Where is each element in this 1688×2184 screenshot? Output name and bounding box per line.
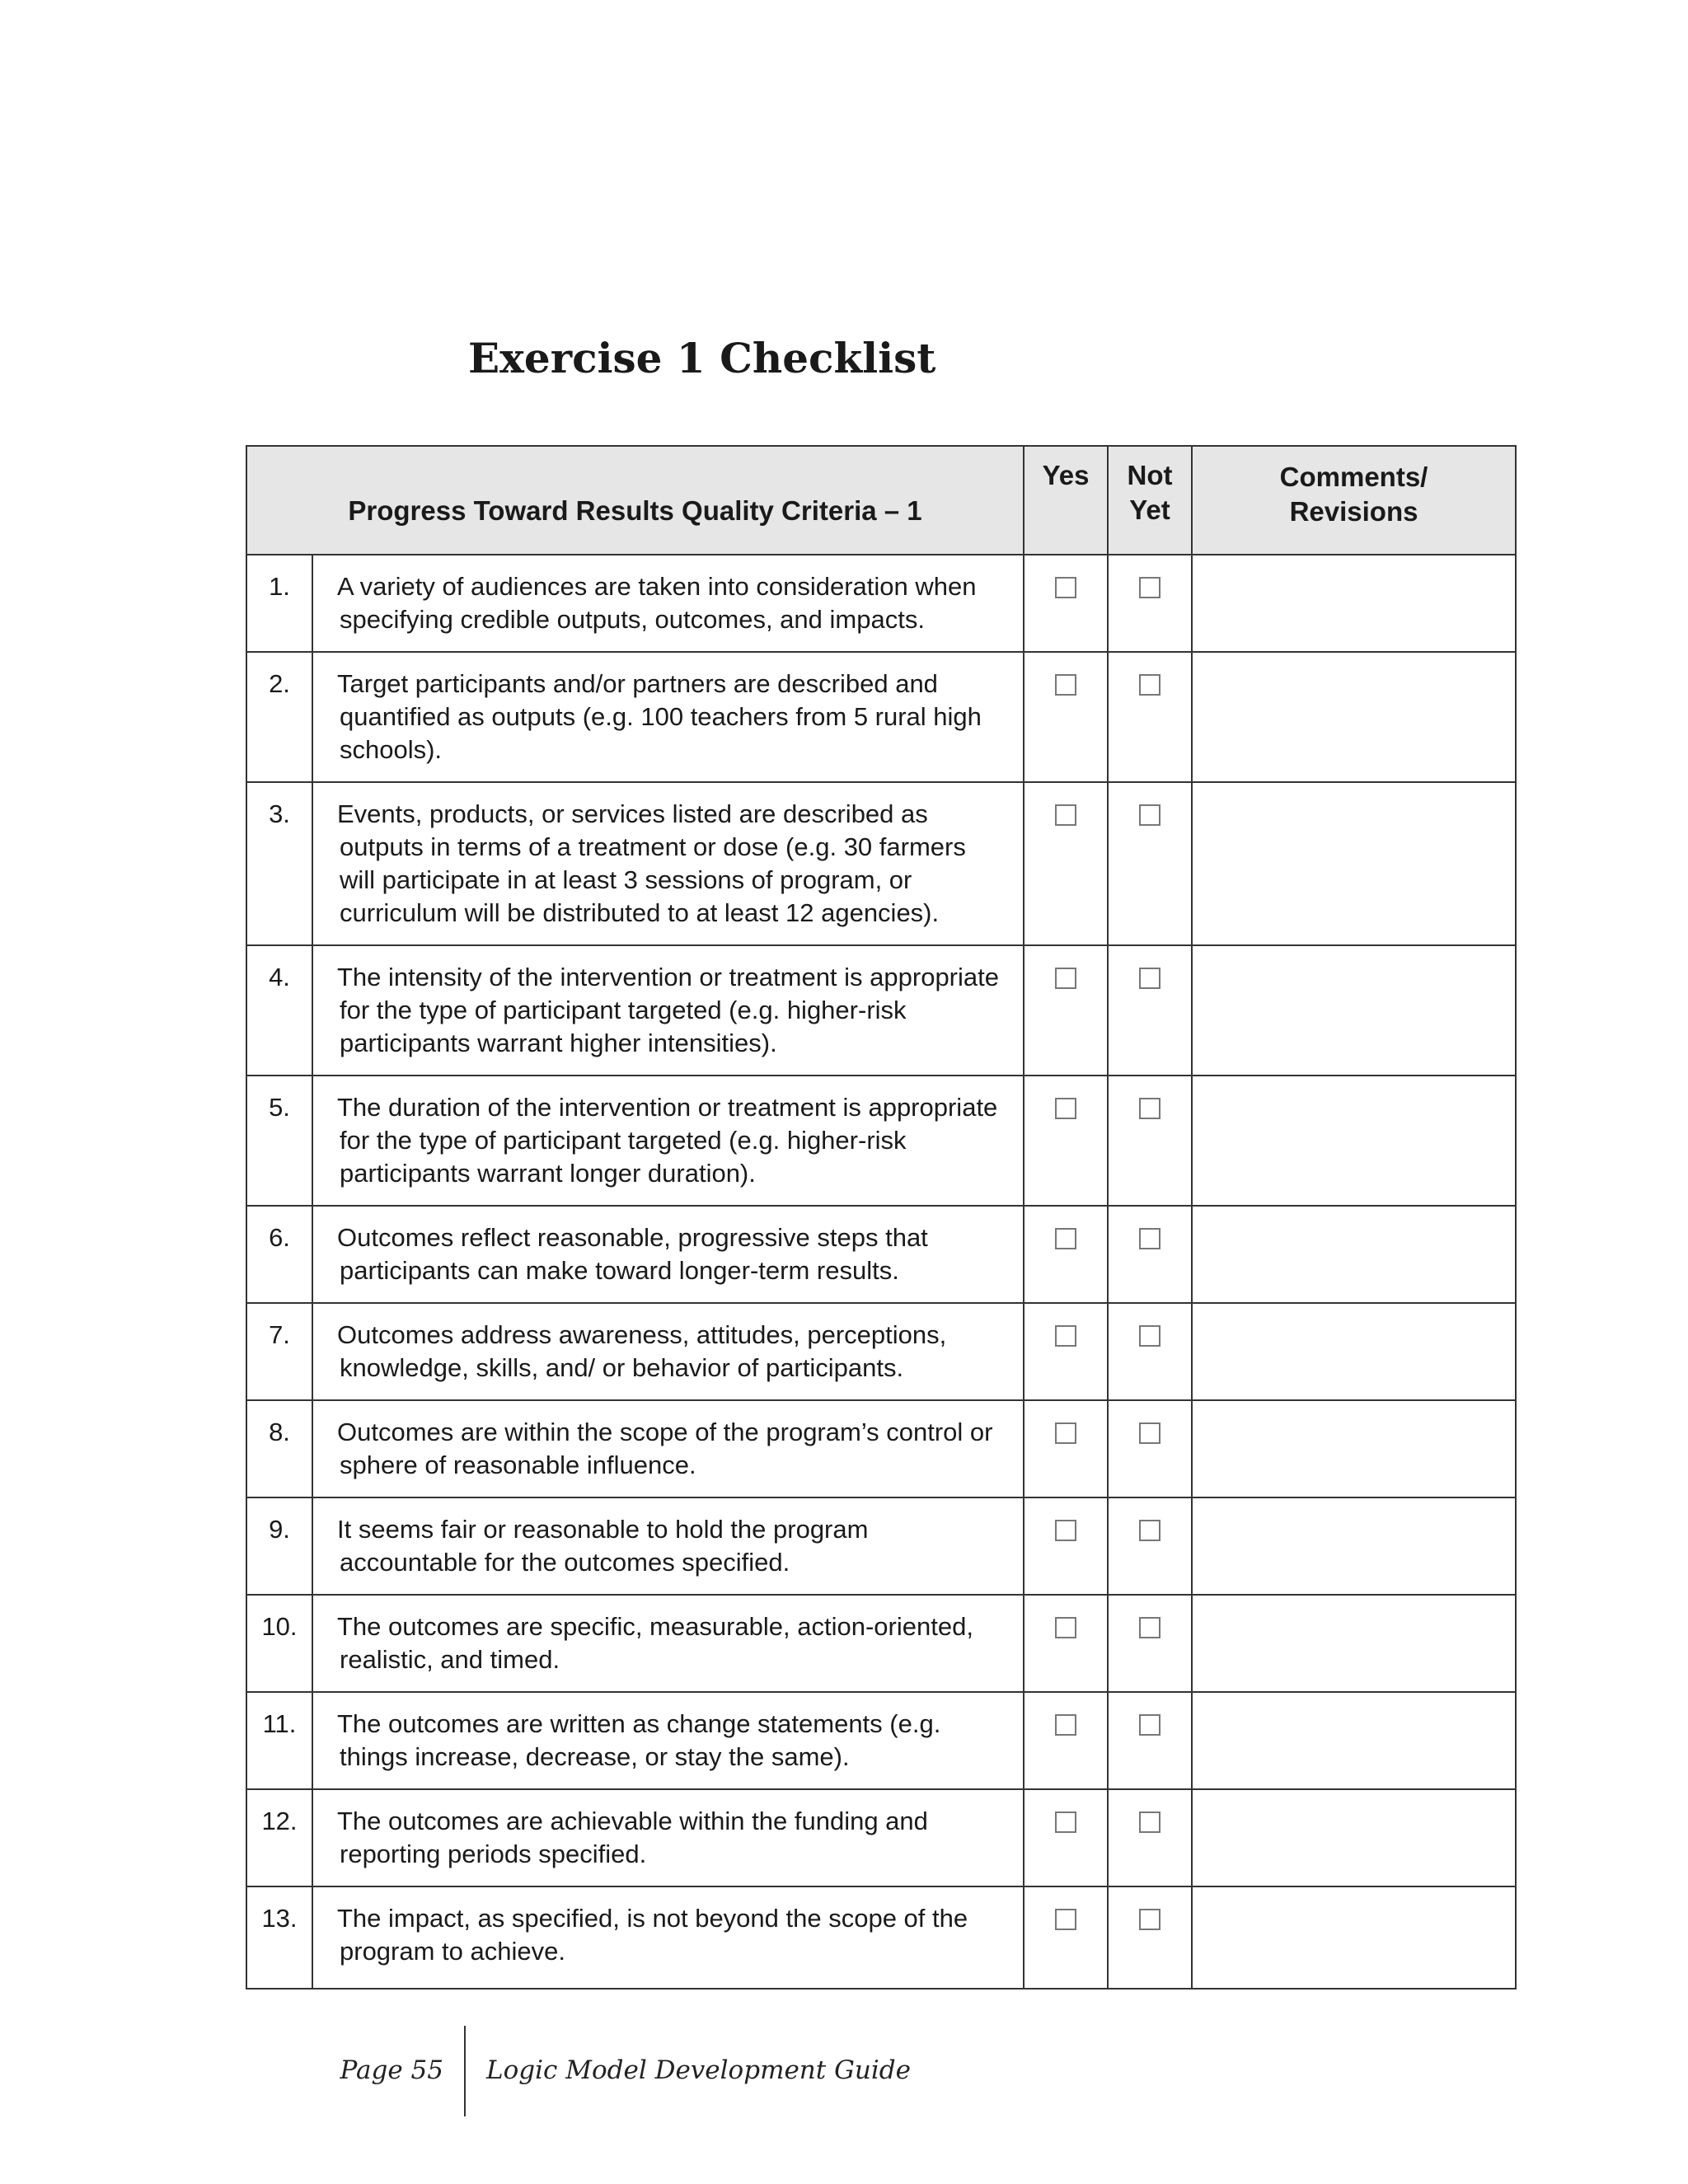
criterion-text: The intensity of the intervention or treatment is appropriate for the type of participant targeted (e.g. higher-risk participants warrant higher intensities).: [312, 945, 1024, 1076]
yes-cell: [1024, 1076, 1108, 1206]
table-row: [246, 1400, 1516, 1497]
yes-checkbox[interactable]: [1055, 1811, 1076, 1833]
yes-cell: [1024, 555, 1108, 652]
comments-cell[interactable]: [1192, 1789, 1516, 1886]
row-number: 7.: [246, 1303, 312, 1400]
criterion-text: The outcomes are specific, measurable, action-oriented, realistic, and timed.: [312, 1595, 1024, 1692]
comments-cell[interactable]: [1192, 1206, 1516, 1303]
not-yet-header: [1108, 446, 1192, 555]
not-yet-checkbox[interactable]: [1139, 804, 1160, 826]
row-number: 11.: [246, 1692, 312, 1789]
yes-checkbox[interactable]: [1055, 1520, 1076, 1541]
row-number: 6.: [246, 1206, 312, 1303]
row-number: 12.: [246, 1789, 312, 1886]
criterion-text: Outcomes are within the scope of the program’s control or sphere of reasonable influence.: [312, 1400, 1024, 1497]
yes-cell: [1024, 1303, 1108, 1400]
table-header: [246, 446, 1516, 555]
table-row: [246, 652, 1516, 782]
not-yet-cell: [1108, 1595, 1192, 1692]
not-yet-checkbox[interactable]: [1139, 1520, 1160, 1541]
yes-checkbox[interactable]: [1055, 1228, 1076, 1249]
criterion-text: It seems fair or reasonable to hold the program accountable for the outcomes specified.: [312, 1497, 1024, 1595]
table-row: [246, 555, 1516, 652]
not-yet-checkbox[interactable]: [1139, 1811, 1160, 1833]
not-yet-checkbox[interactable]: [1139, 1098, 1160, 1119]
comments-cell[interactable]: [1192, 782, 1516, 945]
criterion-text: A variety of audiences are taken into consideration when specifying credible outputs, outcomes, and impacts.: [312, 555, 1024, 652]
yes-cell: [1024, 1692, 1108, 1789]
page-footer: [0, 2026, 1688, 2116]
not-yet-checkbox[interactable]: [1139, 1422, 1160, 1444]
footer-divider: [464, 2026, 466, 2116]
comments-cell[interactable]: [1192, 1400, 1516, 1497]
criterion-text: Outcomes address awareness, attitudes, perceptions, knowledge, skills, and/ or behavior of participants.: [312, 1303, 1024, 1400]
row-number: 5.: [246, 1076, 312, 1206]
table-row: [246, 1886, 1516, 1989]
yes-checkbox[interactable]: [1055, 1909, 1076, 1930]
comments-header-line1: Comments/: [1279, 462, 1428, 492]
yes-header: Yes: [1024, 446, 1108, 555]
table-row: [246, 1303, 1516, 1400]
row-number: 9.: [246, 1497, 312, 1595]
yes-checkbox[interactable]: [1055, 968, 1076, 989]
criterion-text: The duration of the intervention or treatment is appropriate for the type of participant targeted (e.g. higher-risk participants warrant longer duration).: [312, 1076, 1024, 1206]
yes-checkbox[interactable]: [1055, 1422, 1076, 1444]
not-yet-cell: [1108, 1692, 1192, 1789]
not-yet-cell: [1108, 945, 1192, 1076]
comments-cell[interactable]: [1192, 1497, 1516, 1595]
criterion-text: Outcomes reflect reasonable, progressive steps that participants can make toward longer-term results.: [312, 1206, 1024, 1303]
row-number: 2.: [246, 652, 312, 782]
criterion-text: The impact, as specified, is not beyond the scope of the program to achieve.: [312, 1886, 1024, 1989]
yes-checkbox[interactable]: [1055, 1714, 1076, 1736]
not-yet-cell: [1108, 782, 1192, 945]
yes-cell: [1024, 1886, 1108, 1989]
not-yet-cell: [1108, 1789, 1192, 1886]
comments-cell[interactable]: [1192, 1595, 1516, 1692]
not-yet-checkbox[interactable]: [1139, 968, 1160, 989]
yes-cell: [1024, 1400, 1108, 1497]
not-yet-checkbox[interactable]: [1139, 1325, 1160, 1347]
comments-cell[interactable]: [1192, 945, 1516, 1076]
table-row: [246, 1595, 1516, 1692]
criterion-text: Events, products, or services listed are described as outputs in terms of a treatment or dose (e.g. 30 farmers will participate in at least 3 sessions of program, or curriculum will be distributed to at least 12 agencies).: [312, 782, 1024, 945]
not-yet-cell: [1108, 555, 1192, 652]
not-yet-cell: [1108, 1497, 1192, 1595]
guide-title: Logic Model Development Guide: [486, 2055, 911, 2085]
comments-header: [1192, 446, 1516, 555]
yes-cell: [1024, 1595, 1108, 1692]
comments-cell[interactable]: [1192, 1076, 1516, 1206]
criterion-text: Target participants and/or partners are described and quantified as outputs (e.g. 100 teachers from 5 rural high schools).: [312, 652, 1024, 782]
not-yet-checkbox[interactable]: [1139, 1228, 1160, 1249]
criterion-text: The outcomes are achievable within the funding and reporting periods specified.: [312, 1789, 1024, 1886]
yes-cell: [1024, 1497, 1108, 1595]
row-number: 1.: [246, 555, 312, 652]
row-number: 4.: [246, 945, 312, 1076]
comments-cell[interactable]: [1192, 1886, 1516, 1989]
yes-checkbox[interactable]: [1055, 1098, 1076, 1119]
table-row: [246, 1206, 1516, 1303]
not-yet-cell: [1108, 652, 1192, 782]
table-row: [246, 1076, 1516, 1206]
not-yet-header-line2: Yet: [1129, 494, 1170, 525]
yes-checkbox[interactable]: [1055, 1617, 1076, 1638]
not-yet-cell: [1108, 1206, 1192, 1303]
criterion-text: The outcomes are written as change statements (e.g. things increase, decrease, or stay the same).: [312, 1692, 1024, 1789]
checklist-table: [246, 445, 1517, 1990]
yes-checkbox[interactable]: [1055, 674, 1076, 696]
yes-checkbox[interactable]: [1055, 577, 1076, 598]
yes-cell: [1024, 652, 1108, 782]
yes-cell: [1024, 782, 1108, 945]
yes-checkbox[interactable]: [1055, 1325, 1076, 1347]
not-yet-cell: [1108, 1886, 1192, 1989]
row-number: 10.: [246, 1595, 312, 1692]
not-yet-checkbox[interactable]: [1139, 674, 1160, 696]
row-number: 8.: [246, 1400, 312, 1497]
yes-cell: [1024, 1206, 1108, 1303]
criteria-header: Progress Toward Results Quality Criteria – 1: [246, 446, 1024, 555]
yes-checkbox[interactable]: [1055, 804, 1076, 826]
not-yet-checkbox[interactable]: [1139, 1714, 1160, 1736]
not-yet-checkbox[interactable]: [1139, 1909, 1160, 1930]
comments-cell[interactable]: [1192, 1303, 1516, 1400]
comments-cell[interactable]: [1192, 555, 1516, 652]
table-body: [246, 555, 1516, 1989]
yes-cell: [1024, 1789, 1108, 1886]
row-number: 3.: [246, 782, 312, 945]
comments-header-line2: Revisions: [1289, 496, 1418, 527]
page-title: Exercise 1 Checklist: [468, 334, 936, 382]
table-row: [246, 1692, 1516, 1789]
table-row: [246, 1497, 1516, 1595]
yes-cell: [1024, 945, 1108, 1076]
not-yet-cell: [1108, 1076, 1192, 1206]
table-row: [246, 782, 1516, 945]
page-number: Page 55: [340, 2055, 443, 2085]
not-yet-cell: [1108, 1303, 1192, 1400]
table-row: [246, 945, 1516, 1076]
not-yet-cell: [1108, 1400, 1192, 1497]
table-row: [246, 1789, 1516, 1886]
not-yet-checkbox[interactable]: [1139, 1617, 1160, 1638]
comments-cell[interactable]: [1192, 1692, 1516, 1789]
not-yet-header-line1: Not: [1127, 460, 1173, 490]
row-number: 13.: [246, 1886, 312, 1989]
comments-cell[interactable]: [1192, 652, 1516, 782]
not-yet-checkbox[interactable]: [1139, 577, 1160, 598]
